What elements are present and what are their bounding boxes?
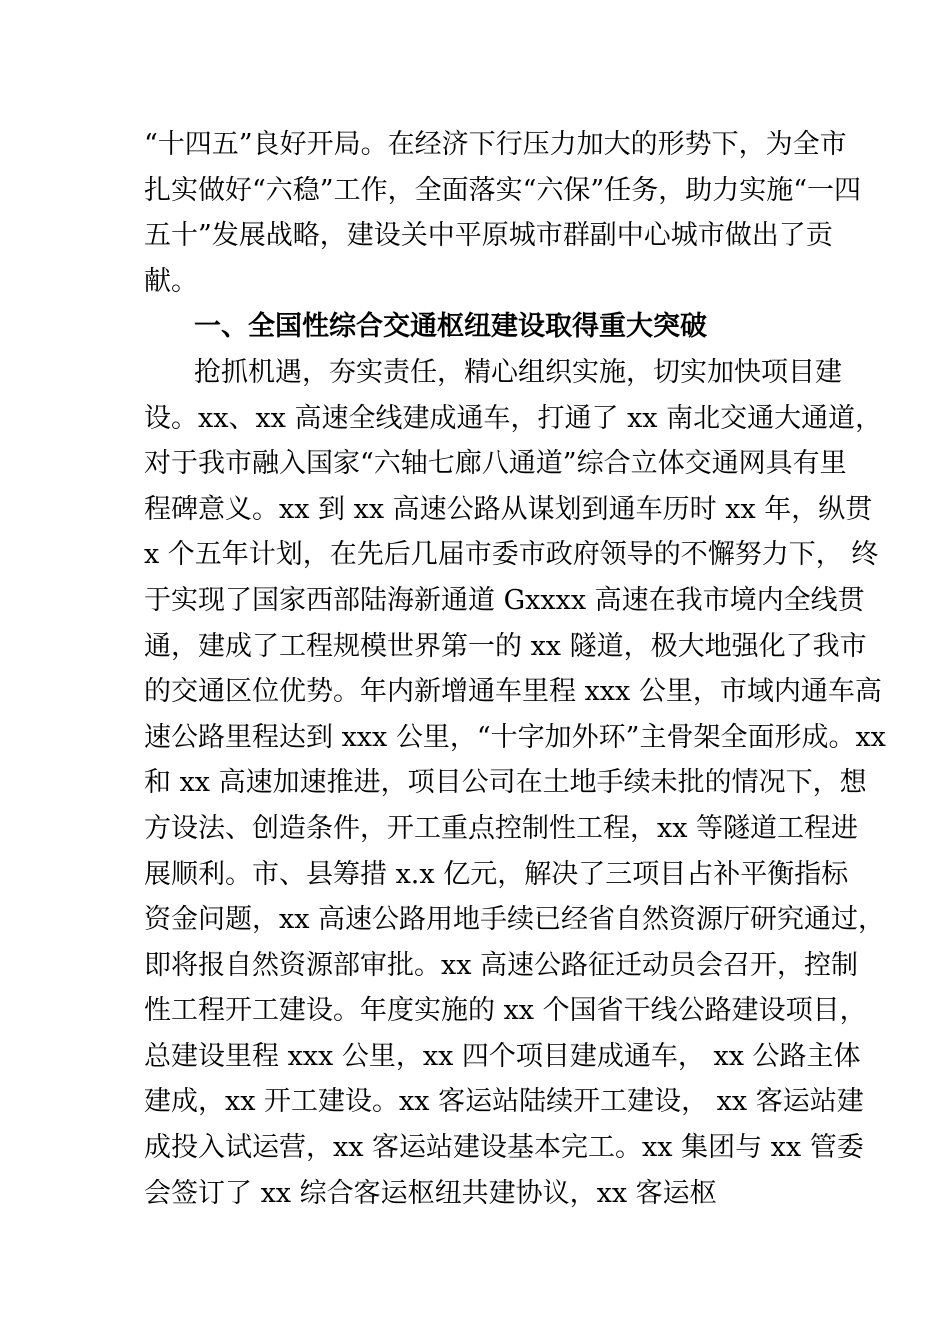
paragraph-line: 会签订了 xx 综合客运枢纽共建协议，xx 客运枢 (144, 1177, 717, 1209)
paragraph-line: 抢抓机遇，夯实责任，精心组织实施，切实加快项目建 (194, 356, 842, 388)
paragraph-line: 通，建成了工程规模世界第一的 xx 隧道，极大地强化了我市 (144, 630, 867, 662)
paragraph-line: x 个五年计划，在先后几届市委市政府领导的不懈努力下， 终 (144, 539, 879, 571)
section-heading: 一、全国性综合交通枢纽建设取得重大突破 (194, 311, 707, 343)
paragraph-line: 总建设里程 xxx 公里，xx 四个项目建成通车， xx 公路主体 (144, 1040, 861, 1072)
paragraph-line: 的交通区位优势。年内新增通车里程 xxx 公里，市域内通车高 (144, 676, 882, 708)
paragraph-line: 建成，xx 开工建设。xx 客运站陆续开工建设， xx 客运站建 (144, 1086, 864, 1118)
paragraph-line: 性工程开工建设。年度实施的 xx 个国省干线公路建设项目， (144, 995, 867, 1027)
paragraph-line: 速公路里程达到 xxx 公里，“十字加外环”主骨架全面形成。xx (144, 721, 886, 753)
paragraph-line: 资金问题，xx 高速公路用地手续已经省自然资源厅研究通过， (144, 904, 886, 936)
paragraph-line: 对于我市融入国家“六轴七廊八通道”综合立体交通网具有里 (144, 448, 847, 480)
intro-line: 扎实做好“六稳”工作，全面落实“六保”任务，助力实施“一四 (144, 174, 862, 206)
paragraph-line: 和 xx 高速加速推进，项目公司在土地手续未批的情况下，想 (144, 767, 867, 799)
paragraph-line: 于实现了国家西部陆海新通道 Gxxxx 高速在我市境内全线贯 (144, 584, 865, 616)
paragraph-line: 即将报自然资源部审批。xx 高速公路征迁动员会召开，控制 (144, 949, 859, 981)
paragraph-line: 展顺利。市、县筹措 x.x 亿元，解决了三项目占补平衡指标 (144, 858, 849, 890)
paragraph-line: 设。xx、xx 高速全线建成通车，打通了 xx 南北交通大通道， (144, 402, 883, 434)
paragraph-line: 成投入试运营，xx 客运站建设基本完工。xx 集团与 xx 管委 (144, 1132, 864, 1164)
paragraph-line: 方设法、创造条件，开工重点控制性工程，xx 等隧道工程进 (144, 812, 859, 844)
intro-line: 五十”发展战略，建设关中平原城市群副中心城市做出了贡 (144, 220, 833, 252)
intro-line: 献。 (144, 265, 198, 297)
intro-line: “十四五”良好开局。在经济下行压力加大的形势下，为全市 (144, 129, 847, 160)
document-body (144, 122, 886, 1216)
paragraph-line: 程碑意义。xx 到 xx 高速公路从谋划到通车历时 xx 年，纵贯 (144, 493, 873, 525)
